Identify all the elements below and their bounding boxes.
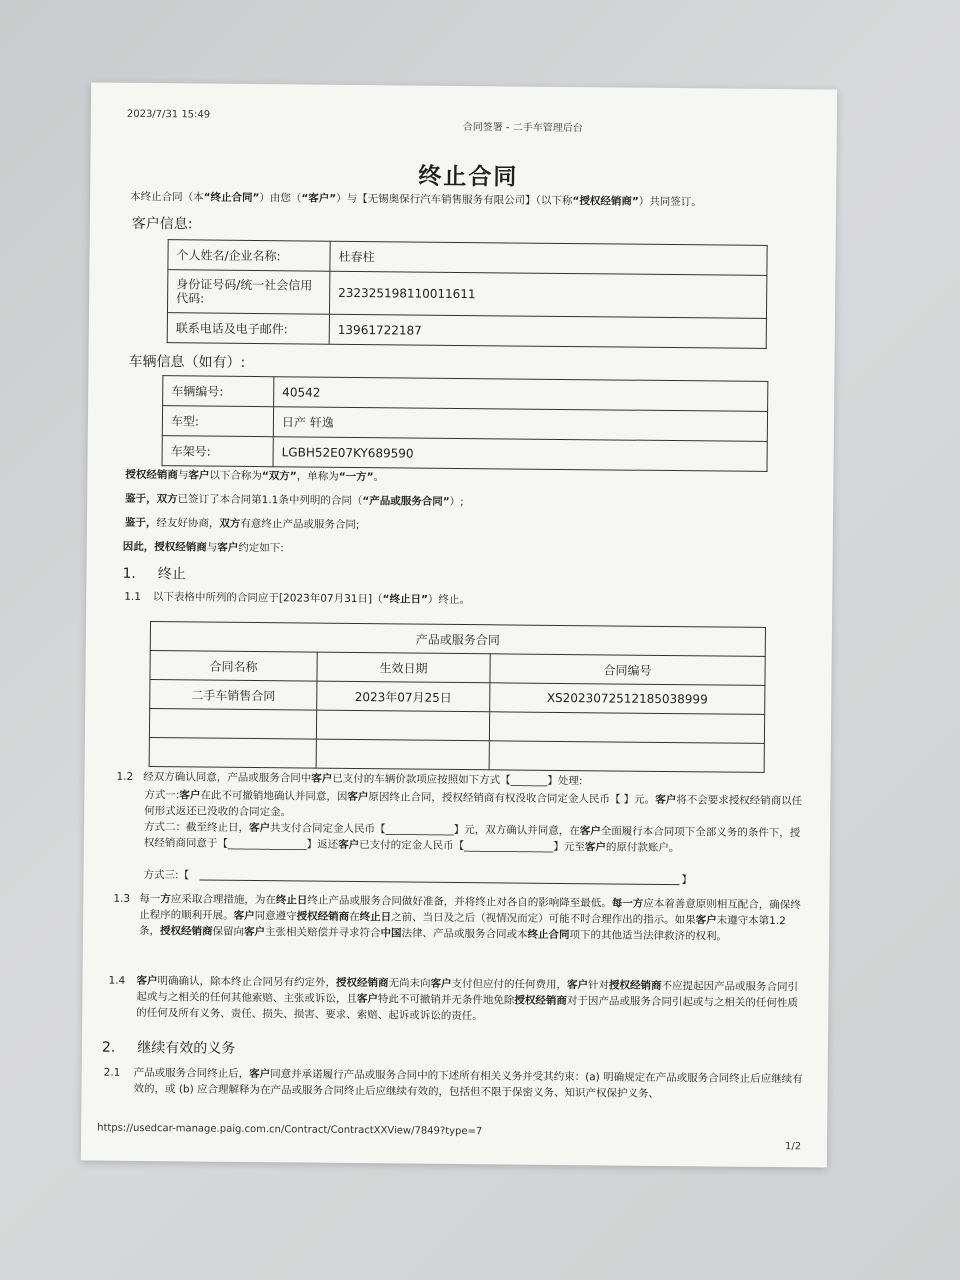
recital-4: 因此，授权经销商与客户约定如下: xyxy=(122,540,284,555)
clause-2-1-number: 2.1 xyxy=(103,1066,121,1079)
cell-label: 车架号: xyxy=(162,436,273,467)
recital-3: 鉴于，经友好协商，双方有意终止产品或服务合同; xyxy=(124,516,360,532)
clause-1-3-number: 1.3 xyxy=(113,892,131,905)
recital-1: 授权经销商与客户以下合称为“双方”，单称为“一方”。 xyxy=(125,468,385,484)
cell-label: 车辆编号: xyxy=(163,376,274,407)
table-row-empty xyxy=(149,738,764,773)
clause-1-2-line-1: 1.2 经双方确认同意，产品或服务合同中客户已支付的车辆价款项应按照如下方式【_______】处理: xyxy=(116,770,583,788)
clause-1-4: 客户明确确认，除本终止合同另有约定外，授权经销商无尚未向客户支付但应付的任何费用，客户针对授权经销商不应提起因产品或服务合同引起或与之相关的任何其他索赔、主张或诉讼，且客户特此不可撤销并无条件地免除授权经销商对于因产品或服务合同引起或与之相关的任何性质的任何及所有义务、责任、损失、损害、要求、索赔、起诉或诉讼的责任。 xyxy=(136,974,799,1023)
cell-label: 身份证号码/统一社会信用代码: xyxy=(167,270,329,315)
section-1-heading: 1. 终止 xyxy=(122,565,186,583)
customer-heading: 客户信息: xyxy=(131,215,193,233)
cell-label: 个人姓名/企业名称: xyxy=(168,240,330,272)
column-header: 合同编号 xyxy=(490,654,765,686)
section-2-heading: 2. 继续有效的义务 xyxy=(101,1039,236,1057)
clause-1-2-method-2: 方式二：截至终止日，客户共支付合同定金人民币【_____________】元，双方确认并同意，在客户全面履行本合同项下全部义务的条件下，授权经销商同意于【_______________】返还客户已支付的定金人民币【_________________】元至客户的原付款账户。 xyxy=(143,820,801,855)
clause-2-1: 产品或服务合同终止后，客户同意并承诺履行产品或服务合同中的下述所有相关义务并受其约束：(a) 明确规定在产品或服务合同终止后应继续有效的，或 (b) 应合理解释为在产品或服务合同终止后应继续有效的，包括但不限于保密义务、知识产权保护义务、 xyxy=(133,1066,803,1100)
column-header: 合同名称 xyxy=(150,651,317,682)
footer-url: https://usedcar-manage.paig.com.cn/Contract/ContractXXView/7849?type=7 xyxy=(97,1122,483,1138)
method-3-close-bracket: 】 xyxy=(681,874,693,887)
cell-value: 13961722187 xyxy=(329,314,766,348)
clause-1-2-method-1: 方式一:客户在此不可撤销地确认并同意，因客户原因终止合同，授权经销商有权没收合同定金人民币【 】元。客户将不会要求授权经销商以任何形式返还已没收的合同定金。 xyxy=(144,788,803,819)
clause-1-3: 每一方应采取合理措施，为在终止日终止产品或服务合同做好准备，并将终止对各自的影响降至最低。每一方应本着善意原则相互配合，确保终止程序的顺利开展。客户同意遵守授权经销商在终止日之前、当日及之后（视情况而定）可能不时合理作出的指示。如果客户未遵守本第1.2条，授权经销商保留向客户主张相关赔偿并寻求符合中国法律、产品或服务合同或本终止合同项下的其他适当法律救济的权利。 xyxy=(138,892,801,943)
table-cell: XS2023072512185038999 xyxy=(490,683,765,715)
cell-value: 日产 轩逸 xyxy=(273,407,767,442)
table-caption: 产品或服务合同 xyxy=(150,622,765,657)
table-cell: 二手车销售合同 xyxy=(150,680,317,711)
table-row xyxy=(167,313,766,349)
cell-label: 联系电话及电子邮件: xyxy=(167,313,329,345)
cell-value: 232325198110011611 xyxy=(329,271,766,318)
vehicle-info-table xyxy=(162,375,769,472)
cell-value: 杜春柱 xyxy=(330,241,767,275)
clause-1-4-number: 1.4 xyxy=(108,974,126,987)
table-row xyxy=(162,436,767,472)
vehicle-heading: 车辆信息（如有）: xyxy=(128,353,246,371)
print-datetime: 2023/7/31 15:49 xyxy=(126,108,211,121)
customer-info-table xyxy=(167,239,768,349)
table-row xyxy=(167,270,766,319)
intro-paragraph: 本终止合同（本“终止合同”）由您（“客户”）与【无锡奥保行汽车销售服务有限公司】（以下称“授权经销商”）共同签订。 xyxy=(130,190,702,209)
recital-2: 鉴于，双方已签订了本合同第1.1条中列明的合同（“产品或服务合同”）; xyxy=(125,492,464,509)
footer-page-number: 1/2 xyxy=(784,1141,802,1153)
doc-title: 终止合同 xyxy=(418,163,519,191)
product-contract-table xyxy=(149,621,766,773)
cell-value: LGBH52E07KY689590 xyxy=(273,437,767,472)
column-header: 生效日期 xyxy=(317,652,490,683)
cell-label: 车型: xyxy=(162,406,273,437)
method-3-blank-line xyxy=(200,880,680,886)
clause-1-2-method-3: 方式三:【 xyxy=(143,868,190,882)
print-page-title: 合同签署 - 二手车管理后台 xyxy=(462,122,583,135)
clause-1-1: 1.1 以下表格中所列的合同应于[2023年07月31日]（“终止日”）终止。 xyxy=(124,590,470,607)
document-page xyxy=(81,82,837,1167)
cell-value: 40542 xyxy=(274,377,768,412)
table-cell: 2023年07月25日 xyxy=(317,681,490,712)
